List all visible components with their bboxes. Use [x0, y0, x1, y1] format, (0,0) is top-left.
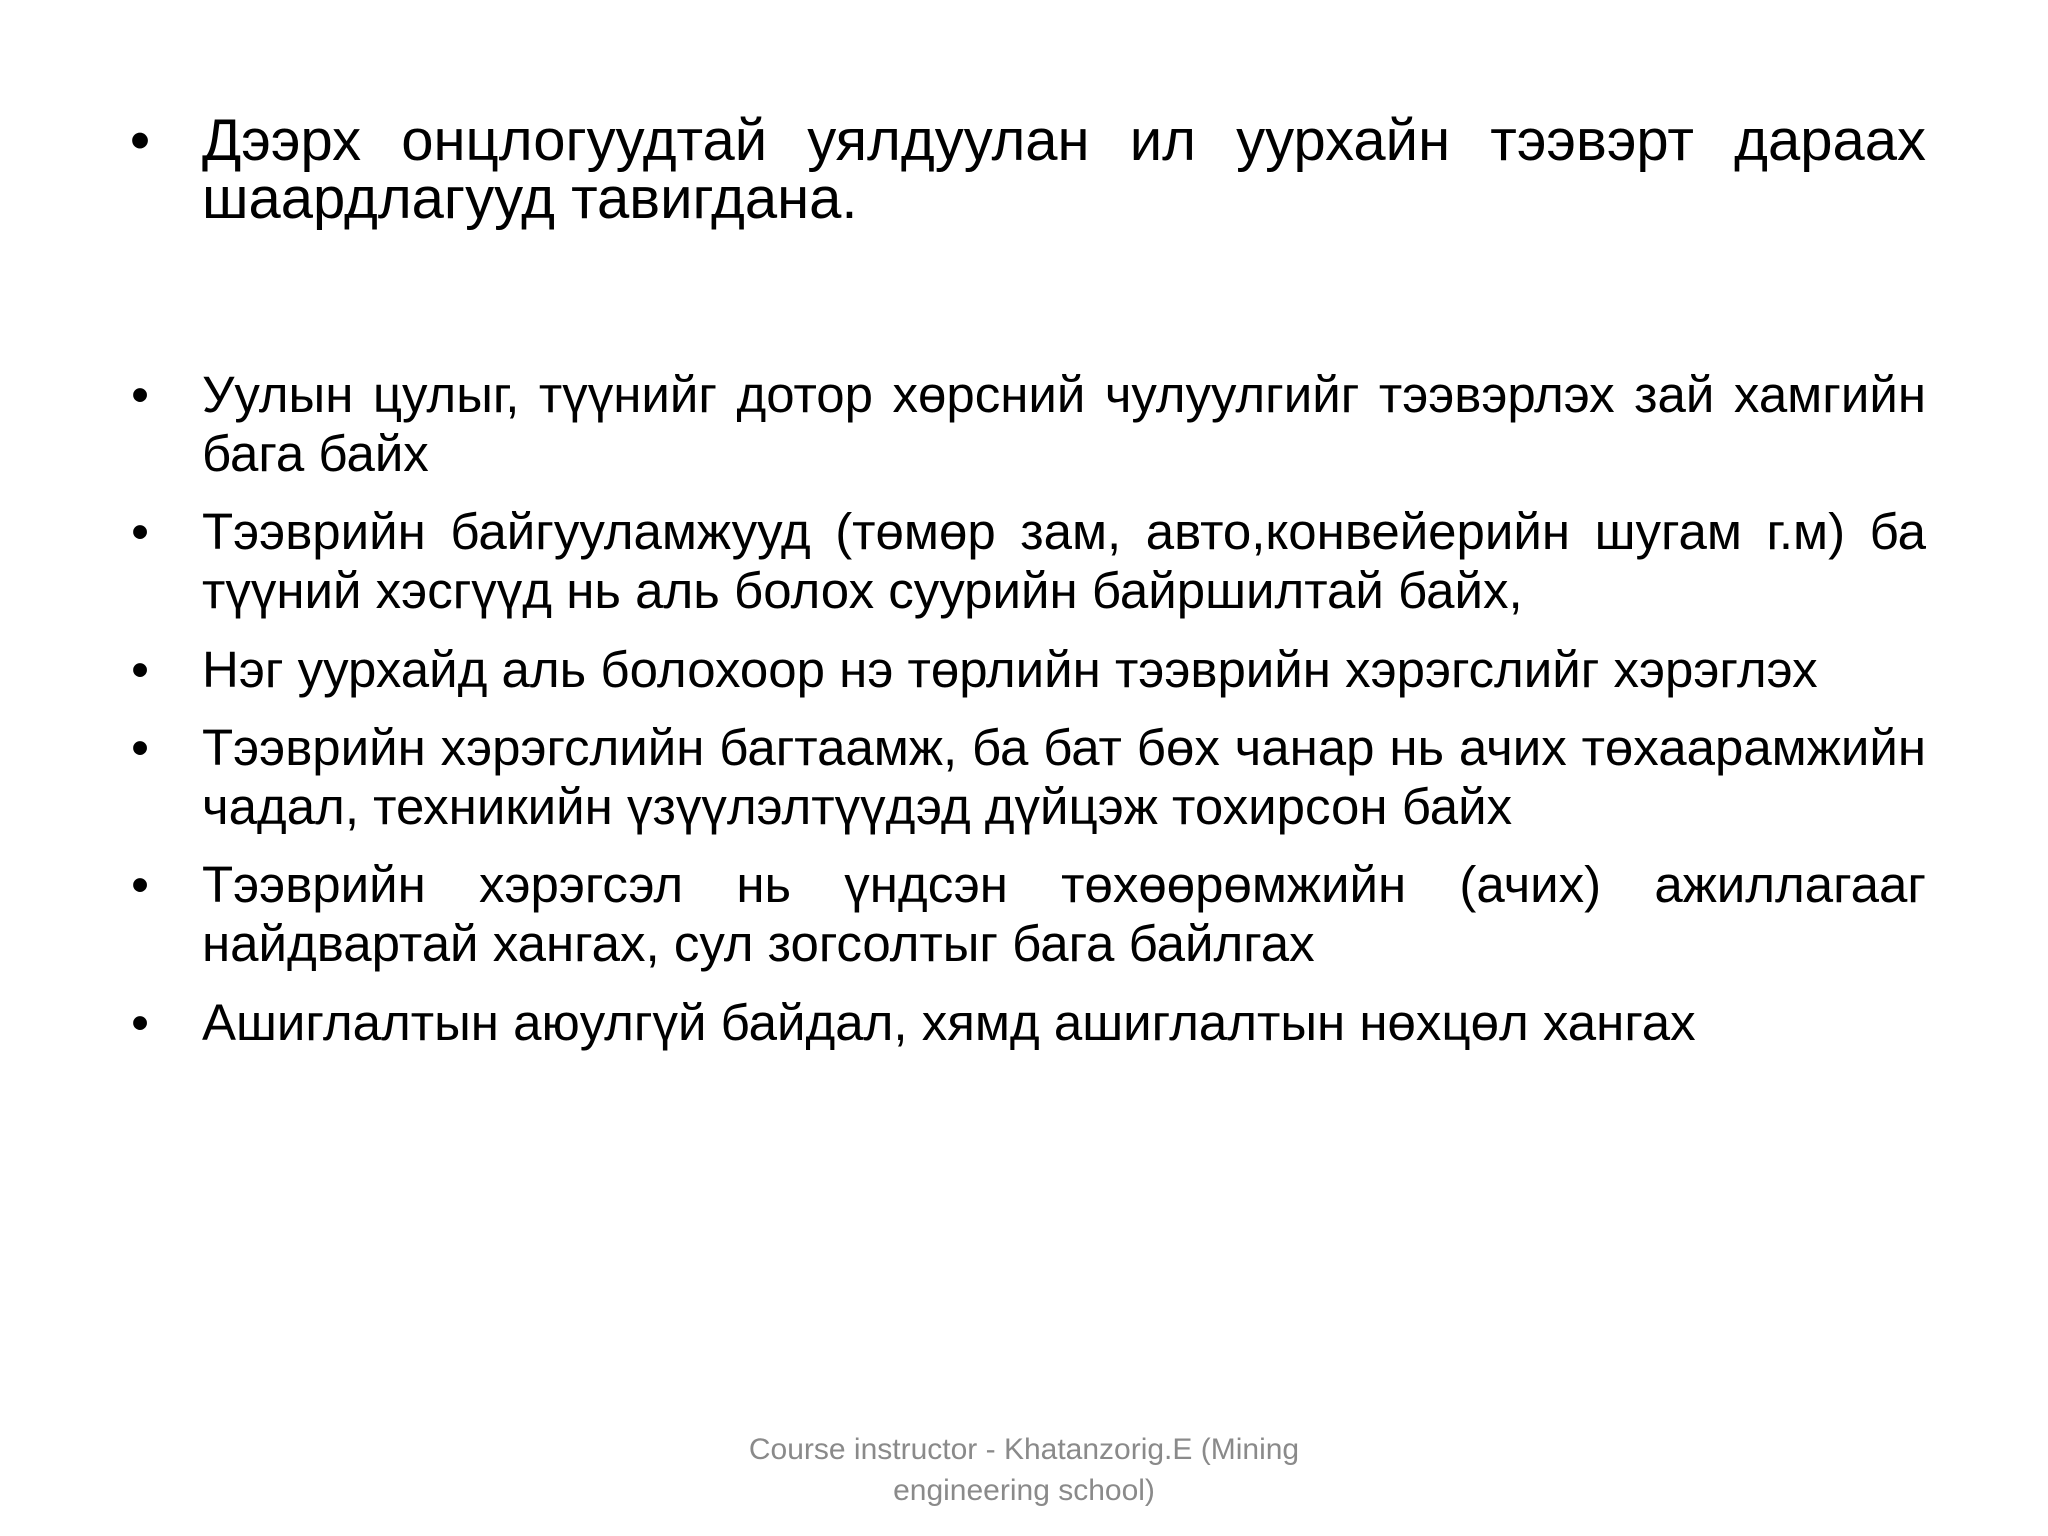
bullet-item [120, 503, 1926, 620]
bullet-dot-icon: • [129, 108, 151, 173]
bullet-item [120, 366, 1926, 483]
bullet-dot-icon: • [131, 640, 149, 698]
bullet-item [120, 719, 1926, 836]
slide-footer [724, 1430, 1324, 1511]
bullet-text: Уулын цулыг, түүнийг дотор хөрсний чулуулгийг тээвэрлэх зай хамгийн бага байх [202, 366, 1926, 482]
lead-bullet-item [120, 108, 1926, 231]
bullet-dot-icon: • [131, 856, 149, 914]
bullet-text: Тээврийн хэрэгсэл нь үндсэн төхөөрөмжийн (ачих) ажиллагааг найдвартай хангах, сул зогсолтыг бага байлгах [202, 856, 1926, 973]
bullet-text: Тээврийн хэрэгслийн багтаамж, ба бат бөх чанар нь ачих төхаарамжийн чадал, техникийн үзүүлэлтүүдэд дүйцэж тохирсон байх [202, 719, 1926, 835]
bullet-dot-icon: • [131, 503, 149, 561]
lead-bullet-list [120, 108, 1926, 231]
bullet-dot-icon: • [131, 366, 149, 423]
footer-line-2: engineering school) [893, 1473, 1155, 1507]
bullet-text: Ашиглалтын аюулгүй байдал, хямд ашиглалтын нөхцөл хангах [202, 993, 1696, 1051]
lead-bullet-text: Дээрх онцлогуудтай уялдуулан ил уурхайн тээвэрт дараах шаардлагууд тавигдана. [202, 108, 1926, 231]
footer-line-1: Course instructor - Khatanzorig.E (Mining [748, 1433, 1300, 1466]
bullet-text: Нэг уурхайд аль болохоор нэ төрлийн тээврийн хэрэгслийг хэрэглэх [202, 640, 1818, 698]
bullet-item [120, 994, 1926, 1053]
bullet-item [120, 856, 1926, 973]
bullet-dot-icon: • [131, 719, 149, 777]
requirements-bullet-list [120, 366, 1926, 1072]
bullet-text: Тээврийн байгууламжууд (төмөр зам, авто,конвейерийн шугам г.м) ба түүний хэсгүүд нь аль болох суурийн байршилтай байх, [202, 503, 1926, 619]
bullet-item [120, 641, 1926, 700]
bullet-dot-icon: • [131, 993, 149, 1051]
